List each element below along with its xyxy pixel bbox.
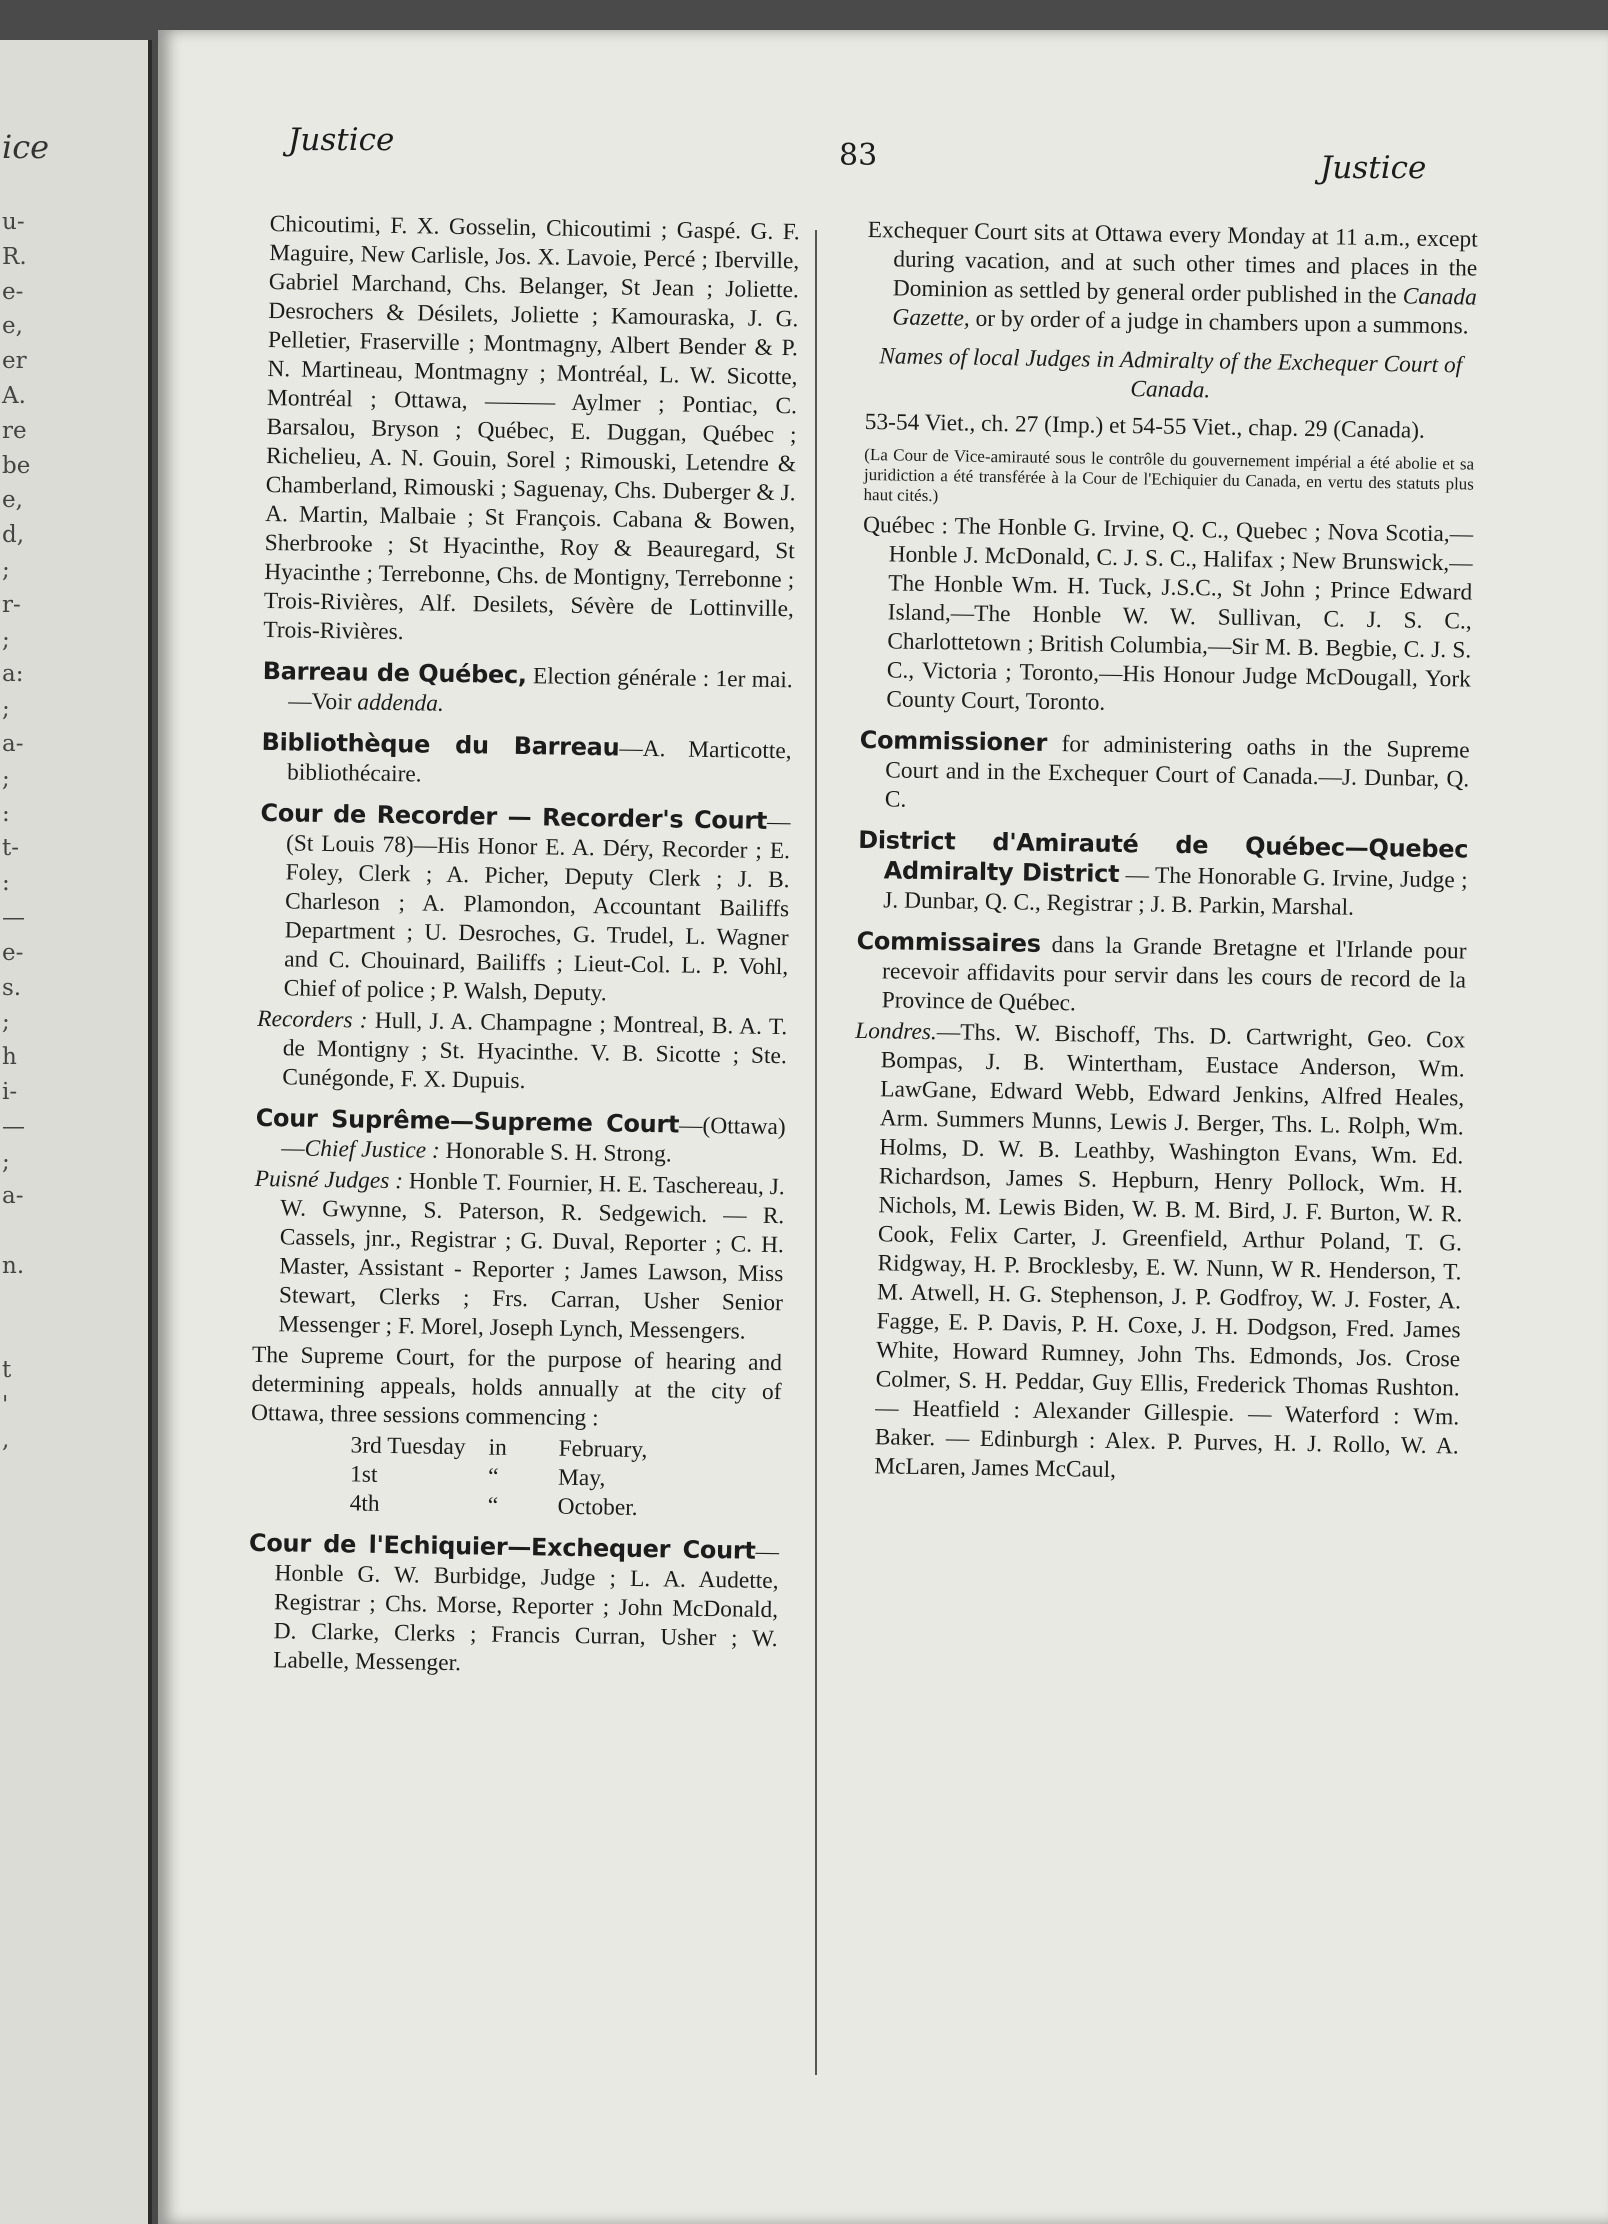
entry-text: —A. Marticotte, bibliothécaire. bbox=[286, 735, 792, 788]
entry-heading: Cour de Recorder — Recorder's Court bbox=[260, 798, 768, 835]
puisne-label: Puisné Judges : bbox=[254, 1165, 404, 1195]
entry-barreau-quebec bbox=[262, 657, 793, 724]
exchequer-sittings bbox=[866, 216, 1478, 342]
entry-heading: District d'Amirauté de Québec—Quebec Admiralty District bbox=[857, 825, 1469, 889]
session-ditto: in bbox=[488, 1434, 507, 1461]
puisne-judges bbox=[252, 1165, 785, 1347]
running-head-right: Justice bbox=[1320, 150, 1427, 186]
entry-text: dans la Grande Bretagne et l'Irlande pour recevoir affidavits pour servir dans les cours de record de la Province de Québec. bbox=[881, 931, 1467, 1017]
entry-text: — The Honorable G. Irvine, Judge ; J. Dunbar, Q. C., Registrar ; J. B. Parkin, Marshal. bbox=[883, 862, 1468, 921]
page-number: 83 bbox=[839, 138, 878, 173]
session-ditto: “ bbox=[487, 1492, 499, 1519]
entry-text: Honorable S. H. Strong. bbox=[439, 1137, 672, 1168]
entry-heading: Cour Suprême—Supreme Court bbox=[255, 1103, 680, 1139]
londres-text: —Ths. W. Bischoff, Ths. D. Cartwright, Geo. Cox Bompas, J. B. Wintertham, Eustace Anderson, Wm. LawGane, Edward Webb, Edward Jenkins, Alfred Heales, Arm. Summers Munns, Lewis J. Berger, Ths. L. Rolph, Wm. Holms, D. W. B. Leathby, Washington Evans, Wm. Ed. Richardson, James S. Hepburn, Henry Pollock, Wm. H. Nichols, M. Lewis Biden, W. B. M. Bird, J. F. Burton, W. R. Cook, Felix Carter, J. Greenfield, Arthur Poland, T. G. Ridgway, H. P. Brocklesby, E. W. Nunn, W R. Henderson, T. M. Atwell, H. G. Stephenson, J. P. Godfroy, W. J. Foster, A. Fagge, E. P. Davis, P. H. Coxe, J. H. Dodgson, Fred. James White, Howard Rumney, John Ths. Edmonds, Jos. Crose Colmer, S. H. Peddar, Guy Ellis, Frederick Thomas Rushton. — Heatfield : Alexander Gillespie. — Waterford : Wm. Baker. — Edinburgh : Alex. P. Purves, H. J. Rollo, W. A. McLaren, James McCaul, bbox=[874, 1019, 1466, 1484]
session-month: February, bbox=[558, 1435, 648, 1464]
session-day: 4th bbox=[349, 1490, 380, 1517]
session-month: October. bbox=[557, 1493, 638, 1521]
session-day: 3rd Tuesday bbox=[350, 1432, 466, 1461]
entry-heading: Commissaires bbox=[856, 926, 1041, 958]
sittings-italic: Canada Gazette, bbox=[892, 283, 1477, 332]
entry-text: —(St Louis 78)—His Honor E. A. Déry, Recorder ; E. Foley, Clerk ; A. Picher, Deputy Clerk ; J. B. Charleson ; A. Plamondon, Accountant Bailiffs Department ; U. Desroches, G. Trudel, L. Wagner and C. Chouinard, Bailiffs ; Lieut-Col. L. P. Vohl, Chief of police ; P. Walsh, Deputy. bbox=[283, 808, 791, 1007]
londres-list bbox=[848, 1017, 1465, 1491]
sittings-text-end: or by order of a judge in chambers upon a summons. bbox=[969, 305, 1469, 340]
entry-heading: Barreau de Québec, bbox=[262, 656, 527, 690]
sittings-text: Exchequer Court sits at Ottawa every Monday at 11 a.m., except during vacation, and at such other times and places in the Dominion as settled by general order published in the bbox=[867, 216, 1478, 310]
entry-heading: Cour de l'Echiquier—Exchequer Court bbox=[248, 1528, 756, 1565]
admiralty-judges-list: Québec : The Honble G. Irvine, Q. C., Quebec ; Nova Scotia,—Honble J. McDonald, C. J. S. C., Halifax ; New Brunswick,—The Honble Wm. H. Tuck, J.S.C., St John ; Prince Edward Island,—The Honble W. W. Sullivan, C. J. S. C., Charlottetown ; British Columbia,—Sir M. B. Begbie, C. J. S. C., Victoria ; Toronto,—His Honour Judge McDougall, York County Court, Toronto. bbox=[862, 511, 1474, 716]
session-ditto: “ bbox=[487, 1463, 499, 1490]
entry-bibliotheque bbox=[261, 728, 792, 795]
french-note: (La Cour de Vice-amirauté sous le contrôle du gouvernement impérial a été abolie et sa juridiction a été transférée à la Cour de l'Echiquier du Canada, en vertu des statuts plus haut cités.) bbox=[863, 444, 1475, 506]
entry-text: —(Ottawa)— bbox=[281, 1112, 786, 1162]
entry-text: —Honble G. W. Burbidge, Judge ; L. A. Audette, Registrar ; Chs. Morse, Reporter ; John McDonald, D. Clarke, Clerks ; Francis Curran, Usher ; W. Labelle, Messenger. bbox=[273, 1538, 780, 1677]
left-column bbox=[247, 210, 800, 1685]
statute-reference: 53-54 Viet., ch. 27 (Imp.) et 54-55 Viet., chap. 29 (Canada). bbox=[864, 408, 1426, 444]
entry-recorder-court bbox=[258, 799, 791, 1011]
entry-text: Election générale : 1er mai.—Voir bbox=[288, 663, 793, 716]
entry-heading: Bibliothèque du Barreau bbox=[261, 727, 620, 762]
right-column bbox=[848, 216, 1478, 1492]
entry-commissaires bbox=[855, 927, 1466, 1025]
session-day: 1st bbox=[349, 1461, 378, 1488]
entry-text: for administering oaths in the Supreme Court and in the Exchequer Court of Canada.—J. Dunbar, Q. C. bbox=[884, 730, 1470, 813]
entry-supreme-court bbox=[255, 1104, 786, 1171]
session-row bbox=[349, 1489, 779, 1525]
supreme-sessions-para: The Supreme Court, for the purpose of hearing and determining appeals, holds annually at the city of Ottawa, three sessions commencing : bbox=[250, 1341, 783, 1432]
session-month: May, bbox=[557, 1464, 606, 1492]
facing-page-running-head: ice bbox=[2, 128, 50, 166]
district-listing: Chicoutimi, F. X. Gosselin, Chicoutimi ; Gaspé. G. F. Maguire, New Carlisle, Jos. X. Lavoie, Percé ; Iberville, Gabriel Marchand, Chs. Belanger, St Jean ; Joliette. Desrochers & Désilets, Joliette ; Kamouraska, J. G. Pelletier, Fraserville ; Montmagny, Albert Bender & P. N. Martineau, Montmagny ; Montréal, L. W. Sicotte, Montréal ; Ottawa, ——— Aylmer ; Pontiac, C. Barsalou, Bryson ; Québec, E. Duggan, Québec ; Richelieu, A. N. Gouin, Sorel ; Rimouski, Letendre & Chamberland, Rimouski ; Saguenay, Chs. Duberger & J. A. Martin, Malbaie ; St François. Cabana & Bowen, Sherbrooke ; St Hyacinthe, Roy & Beauregard, St Hyacinthe ; Terrebonne, Chs. de Montigny, Terrebonne ; Trois-Rivières, Alf. Desilets, Sévère de Lottinville, Trois-Rivières. bbox=[263, 210, 800, 646]
entry-italic: addenda. bbox=[357, 689, 444, 717]
book-page bbox=[158, 30, 1608, 2224]
puisne-text: Honble T. Fournier, H. E. Taschereau, J. W. Gwynne, S. Paterson, R. Sedgewich. — R. Cassels, jnr., Registrar ; G. Duval, Reporter ; C. H. Master, Assistant - Reporter ; James Lawson, Miss Stewart, Clerks ; Frs. Carran, Usher Senior Messenger ; F. Morel, Joseph Lynch, Messengers. bbox=[278, 1168, 785, 1345]
running-head-left: Justice bbox=[288, 122, 395, 158]
entry-exchequer-court bbox=[247, 1529, 779, 1683]
londres-label: Londres. bbox=[854, 1017, 938, 1046]
entry-italic: Chief Justice : bbox=[304, 1135, 440, 1164]
entry-district-amiraute bbox=[857, 826, 1468, 925]
column-divider bbox=[815, 230, 817, 2075]
facing-page-margin-text: u- R. e- e, er A. re be e, d, ; r- ; a: ; a- ; : t- : — e- s. ; h i- — ; a- n. t ' , bbox=[2, 209, 31, 1453]
recorders-label: Recorders : bbox=[257, 1005, 368, 1034]
admiralty-judges-title: Names of local Judges in Admiralty of the Exchequer Court of Canada. bbox=[879, 343, 1463, 404]
facing-page-edge bbox=[0, 40, 152, 2224]
recorders-text: Hull, J. A. Champagne ; Montreal, B. A. T. de Montigny ; St. Hyacinthe. V. B. Sicotte ; Ste. Cunégonde, F. X. Dupuis. bbox=[282, 1007, 788, 1095]
entry-commissioner bbox=[859, 726, 1470, 824]
entry-heading: Commissioner bbox=[859, 725, 1048, 757]
sessions-schedule bbox=[349, 1431, 780, 1525]
recorders-list bbox=[256, 1005, 787, 1100]
